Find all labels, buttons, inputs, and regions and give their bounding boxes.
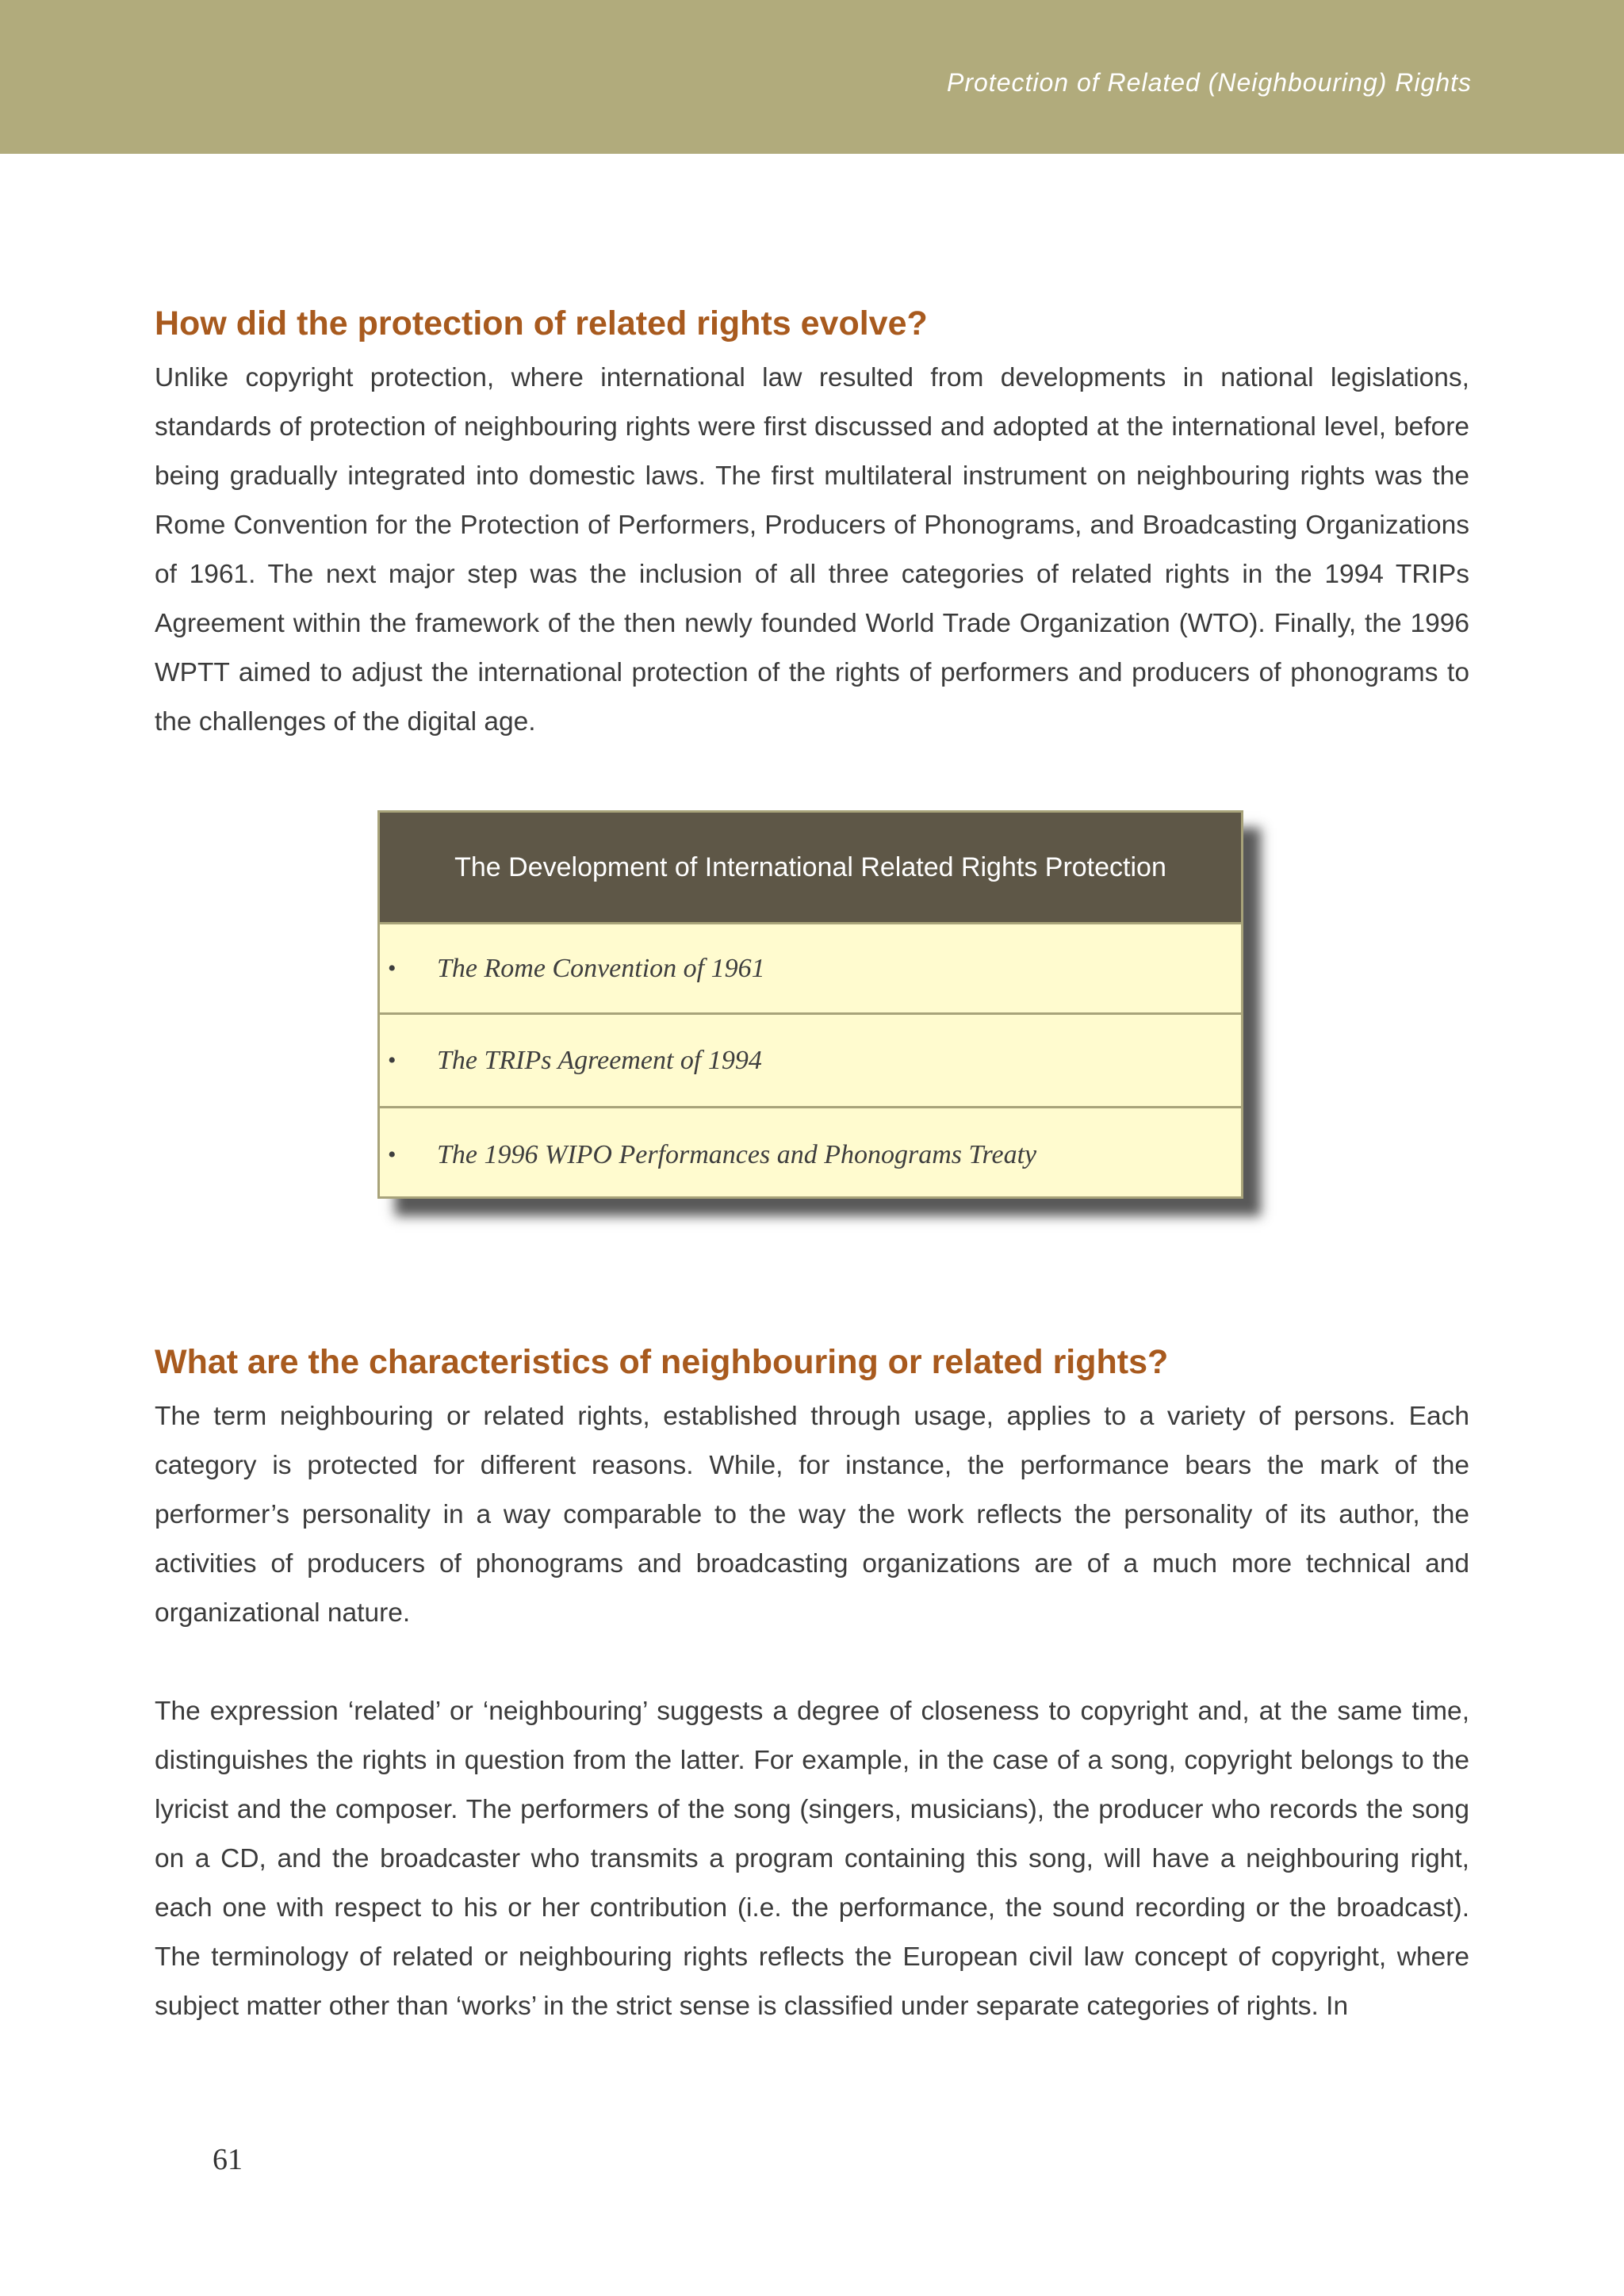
section-evolution <box>155 300 1469 747</box>
development-box-item-label: The 1996 WIPO Performances and Phonograms Treaty <box>437 1139 1037 1169</box>
section-heading-evolution: How did the protection of related rights evolve? <box>155 304 928 342</box>
section-paragraph-evolution: Unlike copyright protection, where international law resulted from developments in national legislations, standards of protection of neighbouring rights were first discussed and adopted at the international level, before being gradually integrated into domestic laws. The first multilateral instrument on neighbouring rights was the Rome Convention for the Protection of Performers, Producers of Phonograms, and Broadcasting Organizations of 1961. The next major step was the inclusion of all three categories of related rights in the 1994 TRIPs Agreement within the framework of the then newly founded World Trade Organization (WTO). Finally, the 1996 WPTT aimed to adjust the international protection of the rights of performers and producers of phonograms to the challenges of the digital age. <box>155 363 1469 737</box>
development-box <box>377 810 1243 1199</box>
running-header-title: Protection of Related (Neighbouring) Rights <box>947 68 1472 97</box>
development-box-item <box>380 922 1241 1012</box>
bullet-icon: • <box>388 1141 396 1168</box>
development-box-item-label: The Rome Convention of 1961 <box>437 953 765 983</box>
page-number: 61 <box>213 2143 243 2176</box>
development-box-item-label: The TRIPs Agreement of 1994 <box>437 1045 762 1075</box>
development-box-item <box>380 1012 1241 1106</box>
header-band <box>0 0 1624 154</box>
bullet-icon: • <box>388 955 396 982</box>
section-characteristics <box>155 1338 1469 2031</box>
section-paragraph-characteristics-1: The term neighbouring or related rights, established through usage, applies to a variety of persons. Each category is protected for different reasons. While, for instance, the performance bears the mark of the performer’s personality in a way comparable to the way the work reflects the personality of its author, the activities of producers of phonograms and broadcasting organizations are of a much more technical and organizational nature. <box>155 1402 1469 1628</box>
development-box-title: The Development of International Related Rights Protection <box>380 813 1241 922</box>
section-heading-characteristics: What are the characteristics of neighbouring or related rights? <box>155 1343 1169 1381</box>
bullet-icon: • <box>388 1047 396 1073</box>
development-box-item <box>380 1106 1241 1201</box>
section-paragraph-characteristics-2: The expression ‘related’ or ‘neighbouring’ suggests a degree of closeness to copyright and, at the same time, distinguishes the rights in question from the latter. For example, in the case of a song, copyright belongs to the lyricist and the composer. The performers of the song (singers, musicians), the producer who records the song on a CD, and the broadcaster who transmits a program containing this song, will have a neighbouring right, each one with respect to his or her contribution (i.e. the performance, the sound recording or the broadcast). The terminology of related or neighbouring rights reflects the European civil law concept of copyright, where subject matter other than ‘works’ in the strict sense is classified under separate categories of rights. In <box>155 1697 1469 2021</box>
